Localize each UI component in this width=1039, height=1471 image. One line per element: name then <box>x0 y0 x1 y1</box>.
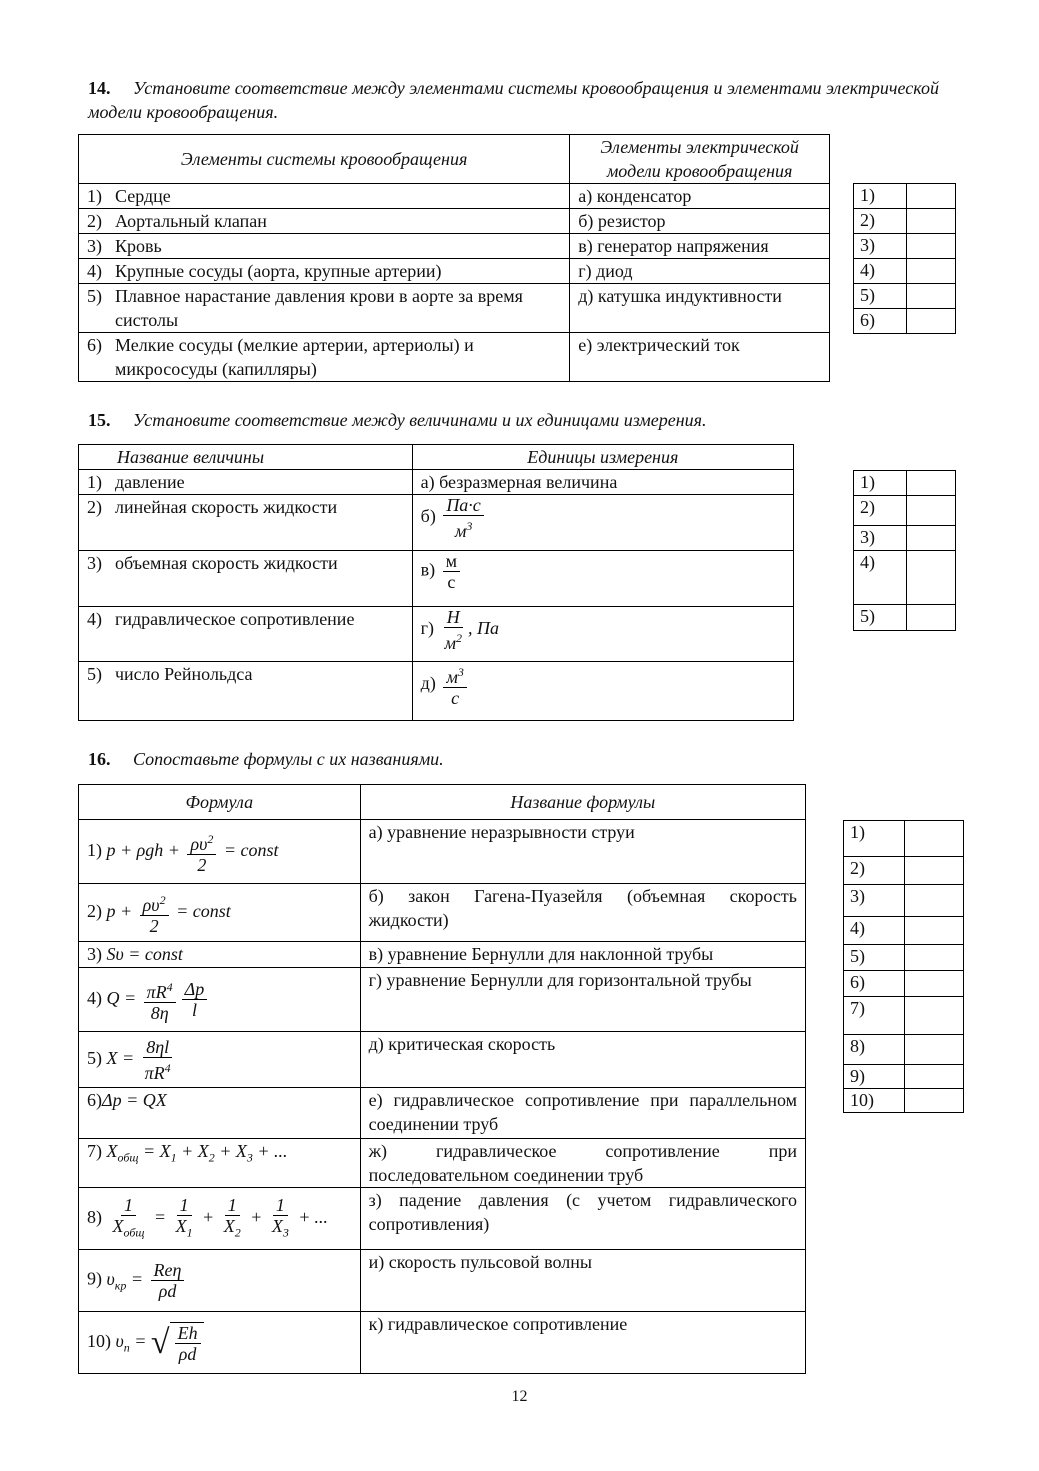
q16-formula-5: 5) X = $\frac{8\eta l}{\pi R^4}$ <box>79 1032 361 1088</box>
q16-formula-10: 10) $\upsilon_п$ = √ $\frac{Eh}{\rho d}$ <box>79 1312 361 1374</box>
q16-formula-8: 8) $\frac{1}{X_{общ}}$ = $\frac{1}{X_1}$ + $\frac{1}{X_2}$ + $\frac{1}{X_3}$ + ... <box>79 1188 361 1250</box>
q16-answer-box-8[interactable] <box>905 1035 964 1065</box>
q15-answer-box-5[interactable] <box>907 605 956 631</box>
q15-left-2: 2) линейная скорость жидкости <box>79 495 413 551</box>
q14-right-a: а) конденсатор <box>570 184 830 209</box>
q16-answer-label-8: 8) <box>844 1035 905 1065</box>
q15-unit-d: г) $\frac{Н}{м^2}$ , Па <box>412 607 793 662</box>
q15-answer-label-5: 5) <box>854 605 907 631</box>
q14-left-5: 5) Плавное нарастание давления крови в аорте за время систолы <box>79 284 570 333</box>
q14-number: 14. <box>88 78 111 98</box>
q16-formula-9: 9) $\upsilon_{кр}$ = $\frac{\text{Reη}}{\rho d}$ <box>79 1250 361 1312</box>
q14-answer-label-2: 2) <box>854 209 907 234</box>
q16-table <box>78 784 806 1374</box>
q14-right-e: д) катушка индуктивности <box>570 284 830 333</box>
q15-text: Установите соответствие между величинами и их единицами измерения. <box>133 410 707 430</box>
q16-answer-box-3[interactable] <box>905 885 964 917</box>
q15-heading <box>88 408 956 432</box>
q16-number: 16. <box>88 749 111 769</box>
q16-answer-label-4: 4) <box>844 917 905 945</box>
q16-col1-header: Формула <box>79 785 361 820</box>
q16-answer-label-6: 6) <box>844 971 905 997</box>
q16-formula-7: 7) $X_{общ} = X_1 + X_2 + X_3$ + ... <box>79 1139 361 1188</box>
q16-formula-1: 1) p + ρgh + $\frac{\rho\upsilon^2}{2}$ = const <box>79 820 361 884</box>
q14-answer-box-5[interactable] <box>907 284 956 309</box>
q16-answer-box-10[interactable] <box>905 1089 964 1113</box>
q16-name-e: д) критическая скорость <box>360 1032 805 1088</box>
q15-answer-box-3[interactable] <box>907 526 956 551</box>
q14-left-2: 2) Аортальный клапан <box>79 209 570 234</box>
q16-answer-box-7[interactable] <box>905 997 964 1035</box>
q16-formula-3: 3) Sυ = const <box>79 942 361 968</box>
q15-unit-a: а) безразмерная величина <box>412 470 793 495</box>
q16-answer-box-1[interactable] <box>905 821 964 857</box>
q14-right-c: в) генератор напряжения <box>570 234 830 259</box>
q16-answer-grid <box>843 820 964 1113</box>
q14-answer-label-4: 4) <box>854 259 907 284</box>
q15-answer-grid <box>853 470 956 631</box>
q14-right-b: б) резистор <box>570 209 830 234</box>
q15-col1-header: Название величины <box>79 445 413 470</box>
q14-left-3: 3) Кровь <box>79 234 570 259</box>
q16-name-k: к) гидравлическое сопротивление <box>360 1312 805 1374</box>
q15-unit-b: б) $\frac{Па\cdot c}{м^3}$ <box>412 495 793 551</box>
q14-left-4: 4) Крупные сосуды (аорта, крупные артерии) <box>79 259 570 284</box>
q16-name-a: а) уравнение неразрывности струи <box>360 820 805 884</box>
q15-col2-header: Единицы измерения <box>412 445 793 470</box>
q14-col1-header: Элементы системы кровообращения <box>79 135 570 184</box>
q16-text: Сопоставьте формулы с их названиями. <box>133 749 444 769</box>
q16-formula-2: 2) p + $\frac{\rho\upsilon^2}{2}$ = const <box>79 884 361 942</box>
q14-answer-box-2[interactable] <box>907 209 956 234</box>
q16-answer-label-1: 1) <box>844 821 905 857</box>
q15-left-1: 1) давление <box>79 470 413 495</box>
q14-answer-box-1[interactable] <box>907 184 956 209</box>
q15-answer-box-1[interactable] <box>907 471 956 496</box>
q15-answer-box-2[interactable] <box>907 496 956 526</box>
q16-answer-box-9[interactable] <box>905 1065 964 1089</box>
q16-answer-box-4[interactable] <box>905 917 964 945</box>
q15-answer-box-4[interactable] <box>907 551 956 605</box>
q16-answer-label-9: 9) <box>844 1065 905 1089</box>
q16-name-c: в) уравнение Бернулли для наклонной трубы <box>360 942 805 968</box>
q15-number: 15. <box>88 410 111 430</box>
q15-answer-label-3: 3) <box>854 526 907 551</box>
q14-heading <box>88 76 956 124</box>
q14-answer-label-1: 1) <box>854 184 907 209</box>
q15-left-3: 3) объемная скорость жидкости <box>79 551 413 607</box>
q14-answer-label-3: 3) <box>854 234 907 259</box>
q14-answer-grid <box>853 183 956 334</box>
q14-left-1: 1) Сердце <box>79 184 570 209</box>
q15-answer-label-1: 1) <box>854 471 907 496</box>
q16-answer-label-10: 10) <box>844 1089 905 1113</box>
q16-heading <box>88 747 956 771</box>
q15-table <box>78 444 794 721</box>
q16-formula-6: 6)Δp = QX <box>79 1088 361 1139</box>
q16-answer-box-5[interactable] <box>905 945 964 971</box>
q14-col2-header: Элементы электрической модели кровообращения <box>570 135 830 184</box>
q15-unit-e: д) $\frac{м^3}{c}$ <box>412 662 793 721</box>
q14-answer-box-4[interactable] <box>907 259 956 284</box>
q16-answer-box-6[interactable] <box>905 971 964 997</box>
q15-unit-c: в) $\frac{м}{с}$ <box>412 551 793 607</box>
q15-answer-label-4: 4) <box>854 551 907 605</box>
q16-name-g: ж) гидравлическое сопротивление при последовательном соединении труб <box>360 1139 805 1188</box>
q16-name-h: з) падение давления (с учетом гидравлического сопротивления) <box>360 1188 805 1250</box>
q16-name-b: б) закон Гагена-Пуазейля (объемная скорость жидкости) <box>360 884 805 942</box>
q14-answer-label-5: 5) <box>854 284 907 309</box>
q16-answer-box-2[interactable] <box>905 857 964 885</box>
q15-left-5: 5) число Рейнольдса <box>79 662 413 721</box>
q16-answer-label-2: 2) <box>844 857 905 885</box>
q14-answer-box-3[interactable] <box>907 234 956 259</box>
q14-text: Установите соответствие между элементами системы кровообращения и элементами электрической модели кровообращения. <box>88 78 939 122</box>
q14-left-6: 6) Мелкие сосуды (мелкие артерии, артериолы) и микрососуды (капилляры) <box>79 333 570 382</box>
q16-col2-header: Название формулы <box>360 785 805 820</box>
q16-name-f: е) гидравлическое сопротивление при параллельном соединении труб <box>360 1088 805 1139</box>
q16-name-i: и) скорость пульсовой волны <box>360 1250 805 1312</box>
q16-formula-4: 4) Q = $\frac{\pi R^4}{8\eta}$ $\frac{\Delta p}{l}$ <box>79 968 361 1032</box>
q15-answer-label-2: 2) <box>854 496 907 526</box>
q16-answer-label-7: 7) <box>844 997 905 1035</box>
q16-answer-label-5: 5) <box>844 945 905 971</box>
q14-right-f: е) электрический ток <box>570 333 830 382</box>
q14-table <box>78 134 830 382</box>
q14-right-d: г) диод <box>570 259 830 284</box>
q14-answer-box-6[interactable] <box>907 309 956 334</box>
q16-answer-label-3: 3) <box>844 885 905 917</box>
page-number: 12 <box>511 1388 528 1405</box>
q16-name-d: г) уравнение Бернулли для горизонтальной трубы <box>360 968 805 1032</box>
q14-answer-label-6: 6) <box>854 309 907 334</box>
q15-left-4: 4) гидравлическое сопротивление <box>79 607 413 662</box>
